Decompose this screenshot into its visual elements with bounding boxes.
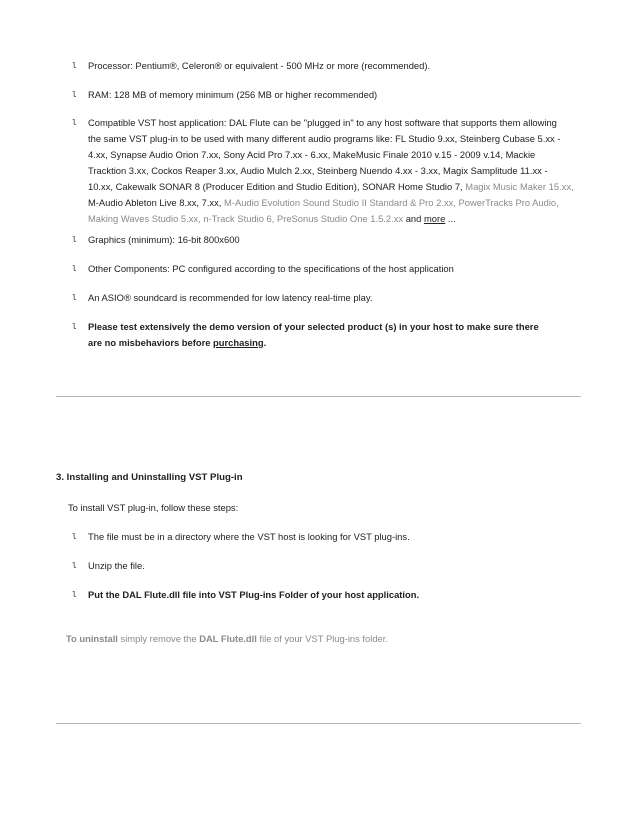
host-list-text: M-Audio Ableton Live 8.xx, 7.xx, bbox=[88, 197, 225, 208]
uninstall-text: simply remove the bbox=[117, 633, 200, 644]
uninstall-bold: DAL Flute.dll bbox=[199, 633, 257, 644]
vst-host-line: 4.xx, Synapse Audio Orion 7.xx, Sony Acid Pro 7.xx - 6.xx, MakeMusic Finale 2010 v.15 - 2009 v.14, Mackie bbox=[88, 149, 536, 160]
vst-host-line: the same VST plug-in to be used with many different audio programs like: FL Studio 9.xx, Steinberg Cubase 5.xx - bbox=[88, 133, 561, 144]
vst-host-line bbox=[88, 195, 588, 211]
install-intro: To install VST plug-in, follow these steps: bbox=[68, 502, 239, 513]
host-list-text: 10.xx, Cakewalk SONAR 8 (Producer Edition and Studio Edition), SONAR Home Studio 7, bbox=[88, 181, 466, 192]
host-list-gray-text: M-Audio Evolution Sound Studio II Standard & Pro 2.xx, PowerTracks Pro Audio, bbox=[224, 197, 559, 208]
bullet-marker: l bbox=[72, 561, 77, 570]
ram-text: RAM: 128 MB of memory minimum (256 MB or higher recommended) bbox=[88, 89, 378, 100]
demo-warning-line bbox=[88, 335, 588, 351]
graphics-text: Graphics (minimum): 16-bit 800x600 bbox=[88, 234, 240, 245]
asio-text: An ASIO® soundcard is recommended for low latency real-time play. bbox=[88, 292, 373, 303]
vst-host-line: Compatible VST host application: DAL Flute can be "plugged in" to any host software that supports them allowing bbox=[88, 117, 557, 128]
list-item-graphics bbox=[72, 232, 578, 248]
bullet-marker: l bbox=[72, 118, 77, 127]
list-item-step bbox=[72, 558, 578, 574]
list-item-step bbox=[72, 587, 578, 603]
section-heading: 3. Installing and Uninstalling VST Plug-in bbox=[56, 472, 243, 483]
vst-host-line bbox=[88, 179, 588, 195]
list-item-other-components bbox=[72, 261, 578, 277]
host-list-text: ... bbox=[445, 213, 456, 224]
uninstall-bold: To uninstall bbox=[66, 633, 118, 644]
host-list-gray-text: Making Waves Studio 5.xx, n-Track Studio 6, PreSonus Studio One 1.5.2.xx bbox=[88, 213, 404, 224]
bullet-marker: l bbox=[72, 264, 77, 273]
host-list-text: and bbox=[403, 213, 424, 224]
bullet-marker: l bbox=[72, 590, 77, 599]
bullet-marker: l bbox=[72, 532, 77, 541]
uninstall-text: file of your VST Plug-ins folder. bbox=[256, 633, 388, 644]
step-text: Put the DAL Flute.dll file into VST Plug-ins Folder of your host application. bbox=[88, 589, 420, 600]
bullet-marker: l bbox=[72, 90, 77, 99]
list-item-ram bbox=[72, 87, 578, 103]
list-item-step bbox=[72, 529, 578, 545]
demo-warning-line: Please test extensively the demo version of your selected product (s) in your host to make sure there bbox=[88, 321, 539, 332]
uninstall-note bbox=[66, 631, 388, 647]
vst-host-line bbox=[88, 211, 588, 227]
processor-text: Processor: Pentium®, Celeron® or equivalent - 500 MHz or more (recommended). bbox=[88, 60, 431, 71]
step-text: The file must be in a directory where the VST host is looking for VST plug-ins. bbox=[88, 531, 410, 542]
divider bbox=[56, 396, 581, 397]
purchasing-link[interactable]: purchasing bbox=[213, 337, 264, 348]
list-item-processor bbox=[72, 58, 578, 74]
bullet-marker: l bbox=[72, 61, 77, 70]
demo-warning-text: . bbox=[263, 337, 267, 348]
host-list-gray-text: Magix Music Maker 15.xx, bbox=[465, 181, 574, 192]
list-item-demo-warning bbox=[72, 319, 588, 351]
bullet-marker: l bbox=[72, 322, 77, 331]
divider bbox=[56, 723, 581, 724]
list-item-asio bbox=[72, 290, 578, 306]
demo-warning-text: are no misbehaviors before bbox=[88, 337, 214, 348]
step-text: Unzip the file. bbox=[88, 560, 145, 571]
bullet-marker: l bbox=[72, 235, 77, 244]
other-components-text: Other Components: PC configured according to the specifications of the host application bbox=[88, 263, 454, 274]
list-item-vst-host bbox=[72, 115, 588, 227]
more-link[interactable]: more bbox=[423, 213, 446, 224]
bullet-marker: l bbox=[72, 293, 77, 302]
vst-host-line: Tracktion 3.xx, Cockos Reaper 3.xx, Audio Mulch 2.xx, Steinberg Nuendo 4.xx - 3.xx, Magix Samplitude 11.xx - bbox=[88, 165, 548, 176]
